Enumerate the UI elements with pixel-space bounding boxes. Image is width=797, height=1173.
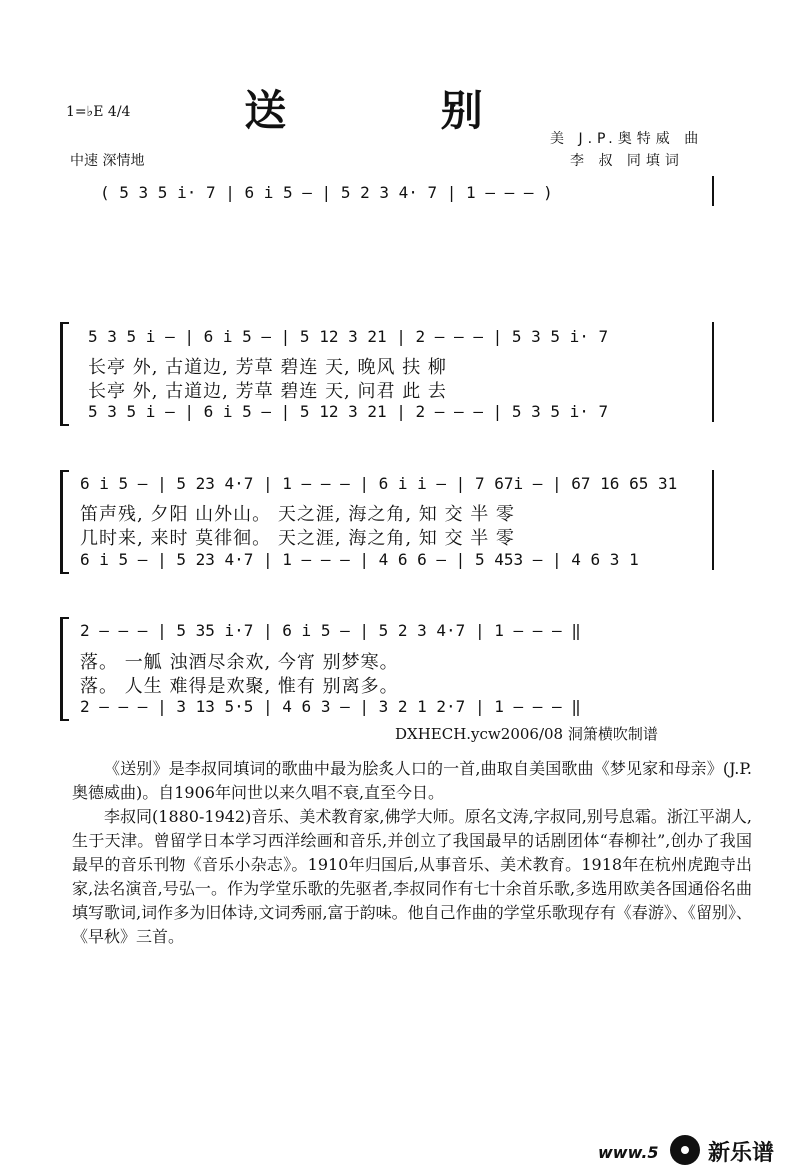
system1-lyric2: 长亭 外, 古道边, 芳草 碧连 天, 问君 此 去 [88, 381, 447, 402]
system2-harmony: 6 i 5 – | 5 23 4·7 | 1 – – – | 4 6 6 – | 5 453 – | 4 6 3 1 [80, 550, 639, 569]
system1-lyric1: 长亭 外, 古道边, 芳草 碧连 天, 晚风 扶 柳 [88, 357, 447, 378]
site-logo[interactable]: 新乐谱 [708, 1141, 775, 1166]
arranger-credit: DXHECH.ycw2006/08 洞箫横吹制谱 [395, 725, 658, 743]
system2-lyric1: 笛声残, 夕阳 山外山。 天之涯, 海之角, 知 交 半 零 [80, 504, 515, 525]
system-bracket [60, 470, 69, 574]
system-bracket [60, 322, 69, 426]
composer-credit: 美 J.P.奥特威 曲 [550, 131, 704, 147]
lyricist-credit: 李 叔 同填词 [570, 153, 684, 169]
system3-lyric2: 落。 人生 难得是欢聚, 惟有 别离多。 [80, 676, 399, 697]
essay [72, 757, 752, 949]
record-disc-icon [670, 1135, 700, 1165]
system1-harmony: 5 3 5 i – | 6 i 5 – | 5 12 3 21 | 2 – – – | 5 3 5 i· 7 [88, 402, 609, 421]
system2-end-bar [712, 470, 714, 570]
system1-melody: 5 3 5 i – | 6 i 5 – | 5 12 3 21 | 2 – – – | 5 3 5 i· 7 [88, 327, 609, 346]
page-title: 送 别 [244, 86, 553, 135]
system-bracket [60, 617, 69, 721]
key-signature: 1=♭E 4/4 [66, 104, 131, 120]
essay-paragraph-2: 李叔同(1880-1942)音乐、美术教育家,佛学大师。原名文涛,字叔同,别号息霜。浙江平湖人,生于天津。曾留学日本学习西洋绘画和音乐,并创立了我国最早的话剧团体“春柳社”,创办了我国最早的音乐刊物《音乐小杂志》。1910年归国后,从事音乐、美术教育。1918年在杭州虎跑寺出家,法名演音,号弘一。作为学堂乐歌的先驱者,李叔同作有七十余首乐歌,多选用欧美各国通俗名曲填写歌词,词作多为旧体诗,文词秀丽,富于韵味。他自己作曲的学堂乐歌现存有《春游》、《留别》、《早秋》三首。 [72, 807, 752, 946]
essay-paragraph-1: 《送别》是李叔同填词的歌曲中最为脍炙人口的一首,曲取自美国歌曲《梦见家和母亲》(J.P.奥德威曲)。自1906年问世以来久唱不衰,直至今日。 [72, 759, 752, 802]
system3-melody: 2 – – – | 5 35 i·7 | 6 i 5 – | 5 2 3 4·7 | 1 – – – ‖ [80, 621, 581, 640]
tempo-marking: 中速 深情地 [70, 153, 145, 169]
credits [550, 128, 703, 172]
system2-melody: 6 i 5 – | 5 23 4·7 | 1 – – – | 6 i i – | 7 67i – | 67 16 65 31 [80, 474, 678, 493]
intro-melody: ( 5 3 5 i· 7 | 6 i 5 – | 5 2 3 4· 7 | 1 – – – ) [100, 183, 553, 202]
system2-lyric2: 几时来, 来时 莫徘徊。 天之涯, 海之角, 知 交 半 零 [80, 528, 515, 549]
footer-url[interactable]: www.5 [598, 1143, 659, 1162]
system3-lyric1: 落。 一觚 浊酒尽余欢, 今宵 别梦寒。 [80, 652, 399, 673]
system1-end-bar [712, 322, 714, 422]
system3-harmony: 2 – – – | 3 13 5·5 | 4 6 3 – | 3 2 1 2·7 | 1 – – – ‖ [80, 697, 581, 716]
intro-end-bar [712, 176, 714, 206]
